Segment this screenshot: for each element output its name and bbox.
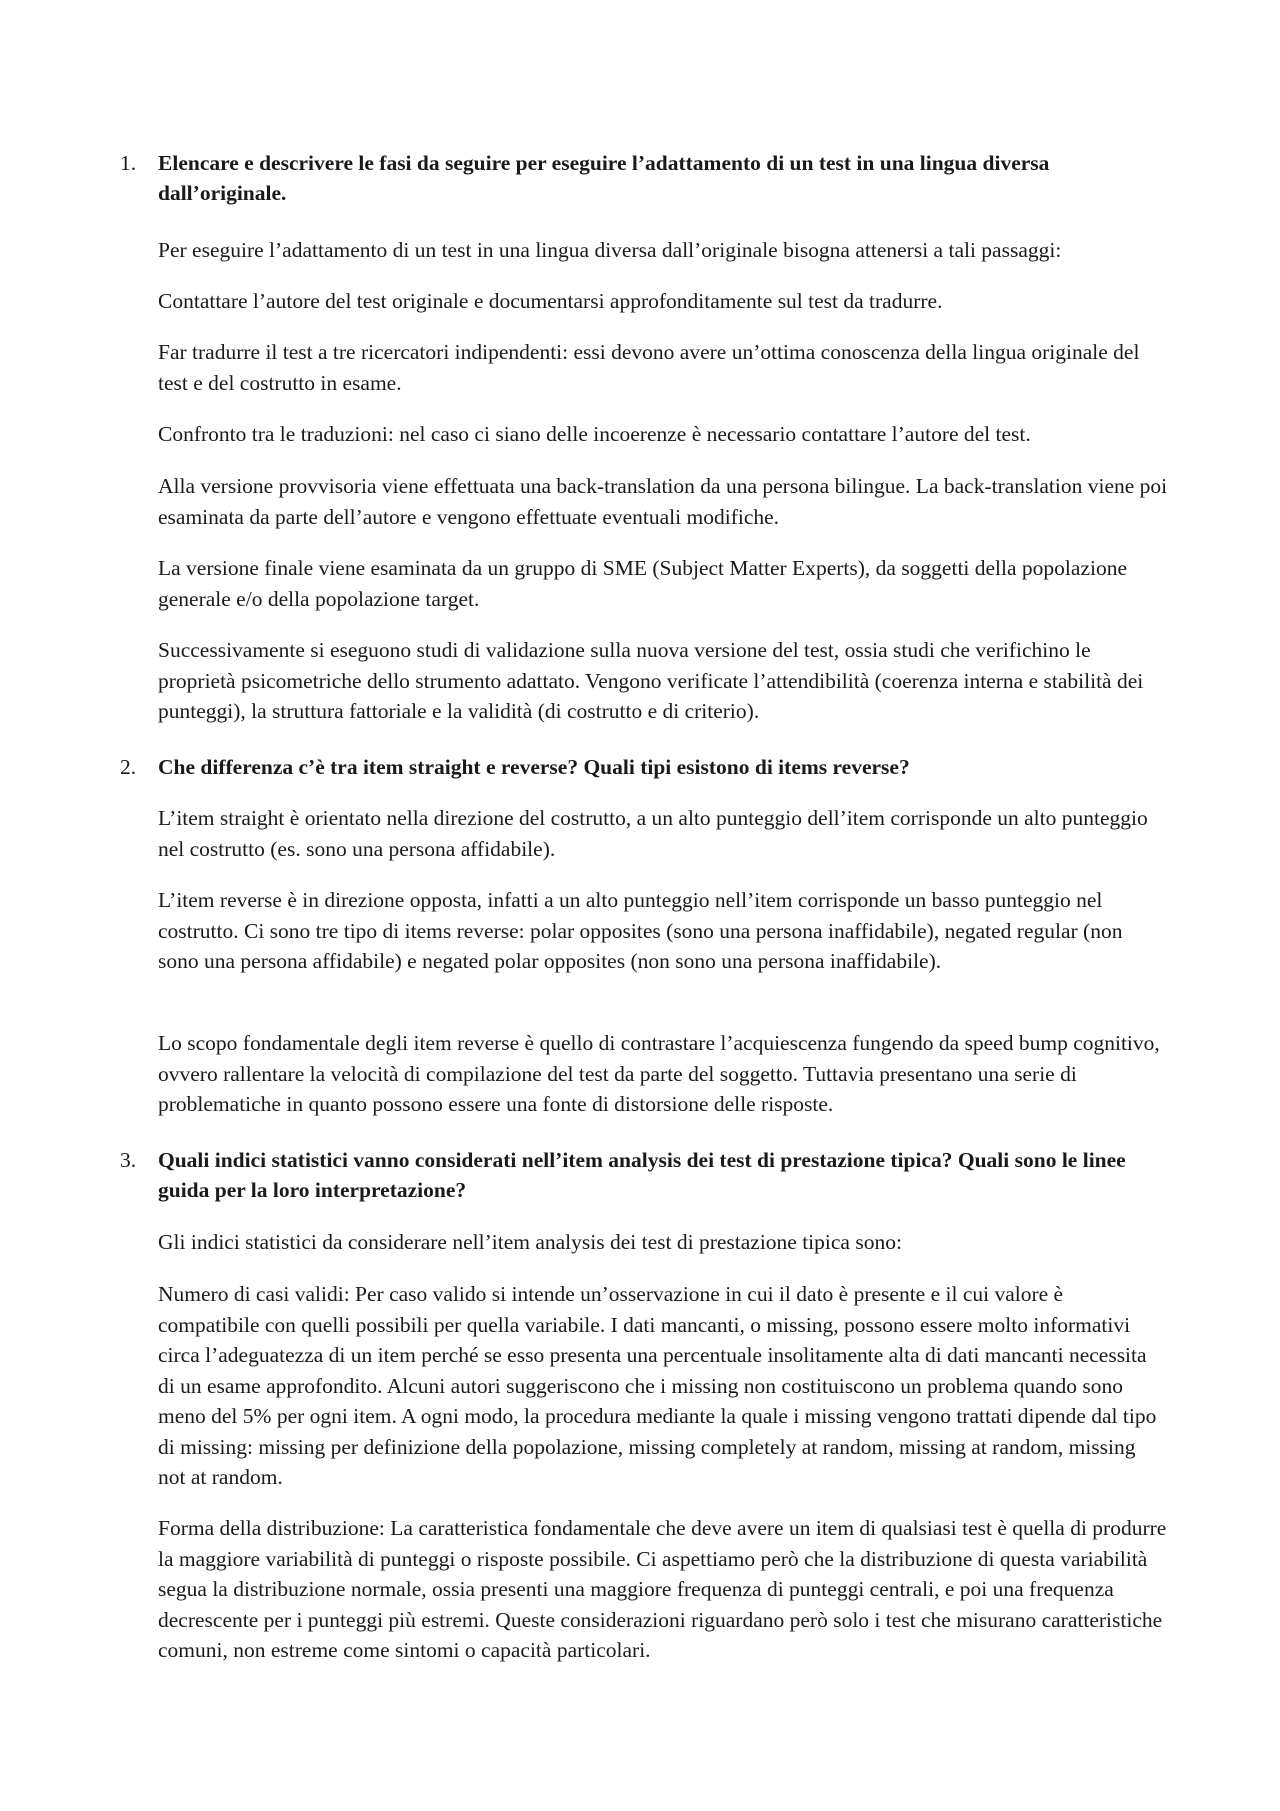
q1-paragraph-1: Per eseguire l’adattamento di un test in una lingua diversa dall’originale bisogna attenersi a tali passaggi: <box>158 238 1062 262</box>
q1-paragraph-7: Successivamente si eseguono studi di validazione sulla nuova versione del test, ossia studi che verifichino le proprietà psicometriche dello strumento adattato. Vengono verificate l’attendibilità (coerenza interna e stabilità dei punteggi), la struttura fattoriale e la validità (di costrutto e di criterio). <box>158 638 1144 723</box>
q3-paragraph-2: Numero di casi validi: Per caso valido si intende un’osservazione in cui il dato è presente e il cui valore è compatibile con quelli possibili per quella variabile. I dati mancanti, o missing, possono essere molto informativi circa l’adeguatezza di un item perché se esso presenta una percentuale insolitamente alta di dati mancanti necessita di un esame approfondito. Alcuni autori suggeriscono che i missing non costituiscono un problema quando sono meno del 5% per ogni item. A ogni modo, la procedura mediante la quale i missing vengono trattati dipende dal tipo di missing: missing per definizione della popolazione, missing completely at random, missing at random, missing not at random. <box>158 1282 1157 1489</box>
question-1-title: Elencare e descrivere le fasi da seguire per eseguire l’adattamento di un test in una lingua diversa dall’originale. <box>158 151 1050 205</box>
question-1-heading <box>120 148 1158 208</box>
q1-paragraph-3: Far tradurre il test a tre ricercatori indipendenti: essi devono avere un’ottima conoscenza della lingua originale del test e del costrutto in esame. <box>158 340 1140 395</box>
q1-paragraph-4: Confronto tra le traduzioni: nel caso ci siano delle incoerenze è necessario contattare l’autore del test. <box>158 422 1031 446</box>
question-2-title: Che differenza c’è tra item straight e reverse? Quali tipi esistono di items reverse? <box>158 755 910 779</box>
q2-paragraph-1: L’item straight è orientato nella direzione del costrutto, a un alto punteggio dell’item corrisponde un alto punteggio nel costrutto (es. sono una persona affidabile). <box>158 806 1148 861</box>
question-1-number: 1. <box>120 151 137 175</box>
q1-paragraph-2: Contattare l’autore del test originale e documentarsi approfonditamente sul test da tradurre. <box>158 289 943 313</box>
question-2-number: 2. <box>120 755 137 779</box>
q3-paragraph-3: Forma della distribuzione: La caratteristica fondamentale che deve avere un item di qualsiasi test è quella di produrre la maggiore variabilità di punteggi o risposte possibile. Ci aspettiamo però che la distribuzione di questa variabilità segua la distribuzione normale, ossia presenti una maggiore frequenza di punteggi centrali, e poi una frequenza decrescente per i punteggi più estremi. Queste considerazioni riguardano però solo i test che misurano caratteristiche comuni, non estreme come sintomi o capacità particolari. <box>158 1516 1167 1662</box>
question-3-number: 3. <box>120 1148 137 1172</box>
q2-paragraph-3: Lo scopo fondamentale degli item reverse è quello di contrastare l’acquiescenza fungendo da speed bump cognitivo, ovvero rallentare la velocità di compilazione del test da parte del soggetto. Tuttavia presentano una serie di problematiche in quanto possono essere una fonte di distorsione delle risposte. <box>158 1031 1160 1116</box>
q1-paragraph-6: La versione finale viene esaminata da un gruppo di SME (Subject Matter Experts), da soggetti della popolazione generale e/o della popolazione target. <box>158 556 1128 611</box>
q1-paragraph-5: Alla versione provvisoria viene effettuata una back-translation da una persona bilingue. La back-translation viene poi esaminata da parte dell’autore e vengono effettuate eventuali modifiche. <box>158 474 1168 529</box>
question-3-heading <box>120 1145 1158 1205</box>
q3-paragraph-1: Gli indici statistici da considerare nell’item analysis dei test di prestazione tipica sono: <box>158 1230 902 1254</box>
q2-paragraph-2: L’item reverse è in direzione opposta, infatti a un alto punteggio nell’item corrisponde un basso punteggio nel costrutto. Ci sono tre tipo di items reverse: polar opposites (sono una persona inaffidabile), negated regular (non sono una persona affidabile) e negated polar opposites (non sono una persona inaffidabile). <box>158 888 1123 973</box>
question-2-heading <box>120 752 1158 782</box>
question-3-title: Quali indici statistici vanno considerati nell’item analysis dei test di prestazione tipica? Quali sono le linee guida per la loro interpretazione? <box>158 1148 1126 1202</box>
